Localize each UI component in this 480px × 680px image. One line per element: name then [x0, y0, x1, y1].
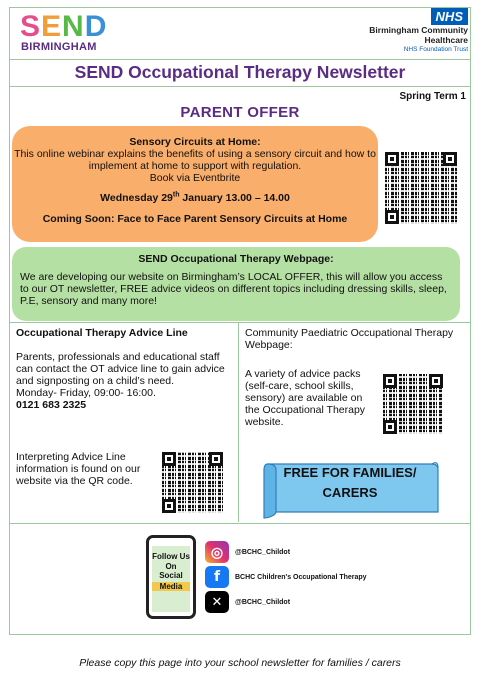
- parent-offer-heading: PARENT OFFER: [180, 104, 300, 121]
- webinar-title: Sensory Circuits at Home:: [129, 136, 261, 148]
- community-heading: Community Paediatric Occupational Therapy Webpage:: [245, 327, 454, 351]
- advice-line-description: Parents, professionals and educational staff can contact the OT advice line to gain advice and signposting on a child’s need.: [16, 351, 225, 387]
- community-description: A variety of advice packs (self-care, school skills, sensory) are available on the Occupational Therapy website.: [245, 368, 366, 428]
- booking-info: Book via Eventbrite: [149, 172, 241, 184]
- trust-name: Birmingham Community Healthcare NHS Foundation Trust: [369, 25, 468, 53]
- x-link[interactable]: ✕ @BCHC_Childot: [205, 591, 290, 613]
- advice-line-qr-code[interactable]: [160, 450, 225, 515]
- term-label: Spring Term 1: [399, 91, 466, 102]
- divider: [9, 59, 471, 60]
- webinar-qr-code[interactable]: [383, 150, 459, 226]
- send-logo: SEND: [20, 10, 108, 43]
- webpage-heading: SEND Occupational Therapy Webpage:: [138, 253, 334, 265]
- free-banner-text: FREE FOR FAMILIES/ CARERS: [283, 465, 417, 500]
- webpage-panel: [12, 247, 460, 321]
- facebook-icon: f: [205, 566, 229, 588]
- phone-graphic: [146, 535, 196, 619]
- community-qr-code[interactable]: [381, 372, 445, 436]
- webinar-description: This online webinar explains the benefits of using a sensory circuit and how to implement at home to support with regulation.: [14, 148, 376, 172]
- facebook-link[interactable]: f BCHC Children's Occupational Therapy: [205, 566, 367, 588]
- advice-line-section: [16, 327, 234, 411]
- webpage-description: We are developing our website on Birmingham’s LOCAL OFFER, this will allow you access to our OT newsletter, FREE advice videos on different topics including dressing skills, sleep, P.E, sensory and many more!: [20, 271, 447, 307]
- divider: [9, 86, 471, 87]
- instagram-icon: ◎: [205, 541, 229, 563]
- webinar-panel: [12, 126, 378, 242]
- webinar-date: Wednesday 29th January 13.00 – 14.00: [100, 191, 290, 204]
- send-logo-subtitle: BIRMINGHAM: [21, 41, 97, 53]
- advice-line-hours: Monday- Friday, 09:00- 16:00.: [16, 387, 156, 399]
- divider: [9, 322, 471, 323]
- advice-line-heading: Occupational Therapy Advice Line: [16, 327, 188, 339]
- instagram-link[interactable]: ◎ @BCHC_Childot: [205, 541, 290, 563]
- interpreting-info: Interpreting Advice Line information is found on our website via the QR code.: [16, 451, 141, 487]
- column-divider: [238, 322, 239, 522]
- newsletter-title: SEND Occupational Therapy Newsletter: [74, 62, 406, 82]
- footer-note: Please copy this page into your school newsletter for families / carers: [79, 657, 401, 669]
- nhs-logo: NHS: [431, 8, 468, 25]
- follow-us-text: Follow Us On Social Media: [152, 546, 190, 612]
- divider: [9, 523, 471, 524]
- x-icon: ✕: [205, 591, 229, 613]
- coming-soon-note: Coming Soon: Face to Face Parent Sensory Circuits at Home: [42, 213, 348, 225]
- advice-line-phone: 0121 683 2325: [16, 399, 87, 411]
